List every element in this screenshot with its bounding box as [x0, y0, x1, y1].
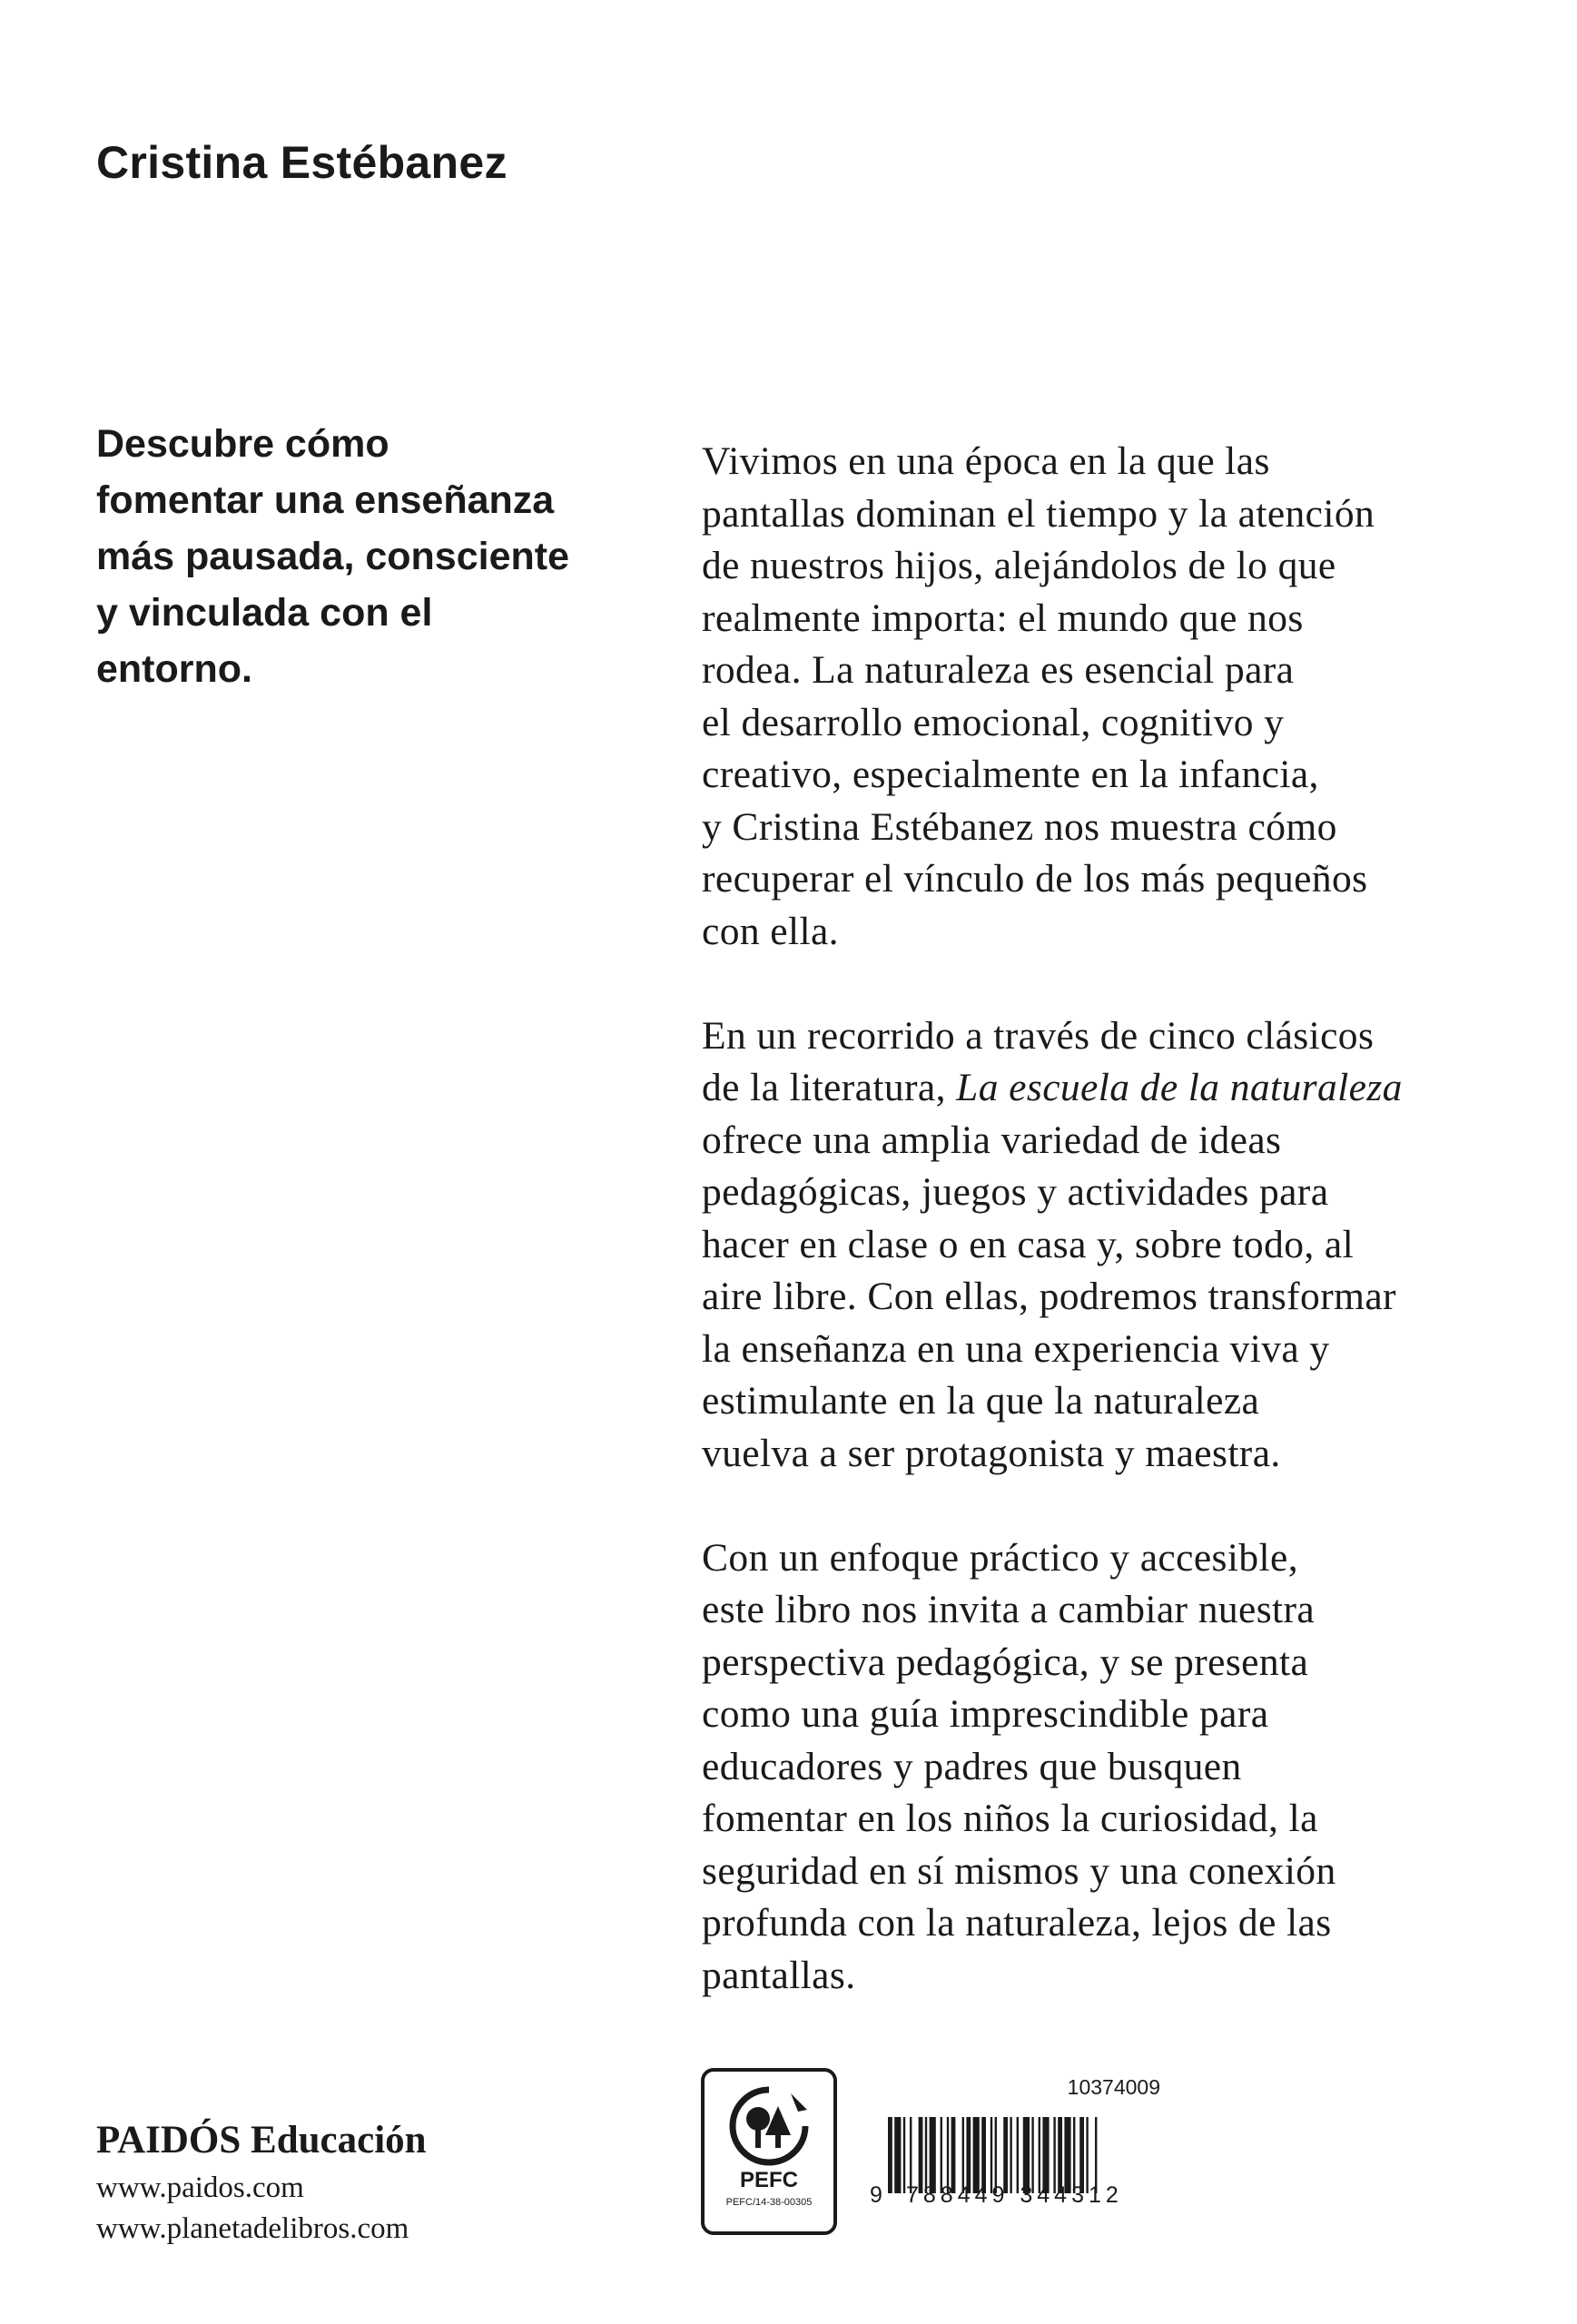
text-line: de nuestros hijos, alejándolos de lo que [702, 544, 1336, 587]
barcode-bar [894, 2117, 901, 2193]
text-line: perspectiva pedagógica, y se presenta [702, 1640, 1309, 1684]
tagline [96, 416, 677, 697]
text-line: el desarrollo emocional, cognitivo y [702, 700, 1285, 744]
book-title: La escuela de la naturaleza [956, 1066, 1403, 1109]
text-line: vuelva a ser protagonista y maestra. [702, 1431, 1281, 1475]
pefc-tree-icon [727, 2084, 811, 2168]
blurb-paragraph-2 [702, 1010, 1519, 1481]
text-line: y Cristina Estébanez nos muestra cómo [702, 804, 1337, 849]
pefc-label: PEFC [739, 2168, 798, 2192]
isbn-first-digit: 9 [870, 2182, 882, 2208]
text-line: En un recorrido a través de cinco clásicos [702, 1013, 1375, 1058]
tagline-line: más pausada, consciente [96, 535, 569, 578]
publisher-website: www.paidos.com [96, 2171, 304, 2204]
tagline-line: entorno. [96, 647, 252, 691]
text-line [702, 1062, 1519, 1115]
publisher-name: PAIDÓS Educación [96, 2119, 427, 2162]
text-line: fomentar en los niños la curiosidad, la [702, 1797, 1318, 1840]
text-line: profunda con la naturaleza, lejos de las [702, 1901, 1332, 1945]
text-line: pedagógicas, juegos y actividades para [702, 1170, 1329, 1214]
text-line: este libro nos invita a cambiar nuestra [702, 1588, 1316, 1631]
text-line: ofrece una amplia variedad de ideas [702, 1118, 1282, 1162]
blurb [702, 436, 1519, 2054]
isbn-barcode [870, 2075, 1165, 2248]
tagline-line: y vinculada con el [96, 591, 433, 635]
publisher-website: www.planetadelibros.com [96, 2212, 409, 2245]
barcode-bar [888, 2117, 892, 2193]
text-line: Vivimos en una época en la que las [702, 439, 1270, 483]
barcode-bar [903, 2117, 905, 2193]
product-code: 10374009 [1067, 2075, 1160, 2099]
text-line: seguridad en sí mismos y una conexión [702, 1848, 1336, 1893]
pefc-code: PEFC/14-38-00305 [725, 2197, 813, 2208]
text-line: recuperar el vínculo de los más pequeños [702, 857, 1368, 901]
blurb-paragraph-3 [702, 1532, 1519, 2003]
text-line: como una guía imprescindible para [702, 1692, 1269, 1736]
text-line: realmente importa: el mundo que nos [702, 596, 1304, 640]
text-line: Con un enfoque práctico y accesible, [702, 1535, 1298, 1580]
text-line: educadores y padres que busquen [702, 1744, 1242, 1788]
text-line: rodea. La naturaleza es esencial para [702, 648, 1295, 692]
blurb-paragraph-1 [702, 436, 1519, 958]
text-line: pantallas. [702, 1953, 856, 1997]
text-fragment: de la literatura, [702, 1066, 957, 1109]
text-line: la enseñanza en una experiencia viva y [702, 1326, 1330, 1371]
text-line: con ella. [702, 909, 839, 953]
publisher-block [96, 2113, 427, 2250]
tagline-line: fomentar una enseñanza [96, 478, 555, 522]
text-line: aire libre. Con ellas, podremos transformar [702, 1275, 1396, 1318]
pefc-certification-logo [701, 2068, 837, 2235]
tagline-line: Descubre cómo [96, 422, 389, 466]
text-line: estimulante en la que la naturaleza [702, 1379, 1260, 1423]
text-line: creativo, especialmente en la infancia, [702, 753, 1319, 796]
author-name: Cristina Estébanez [96, 137, 508, 188]
isbn-digits: 788449 344312 [906, 2182, 1123, 2208]
text-line: hacer en clase o en casa y, sobre todo, al [702, 1222, 1355, 1266]
text-line: pantallas dominan el tiempo y la atención [702, 491, 1375, 536]
